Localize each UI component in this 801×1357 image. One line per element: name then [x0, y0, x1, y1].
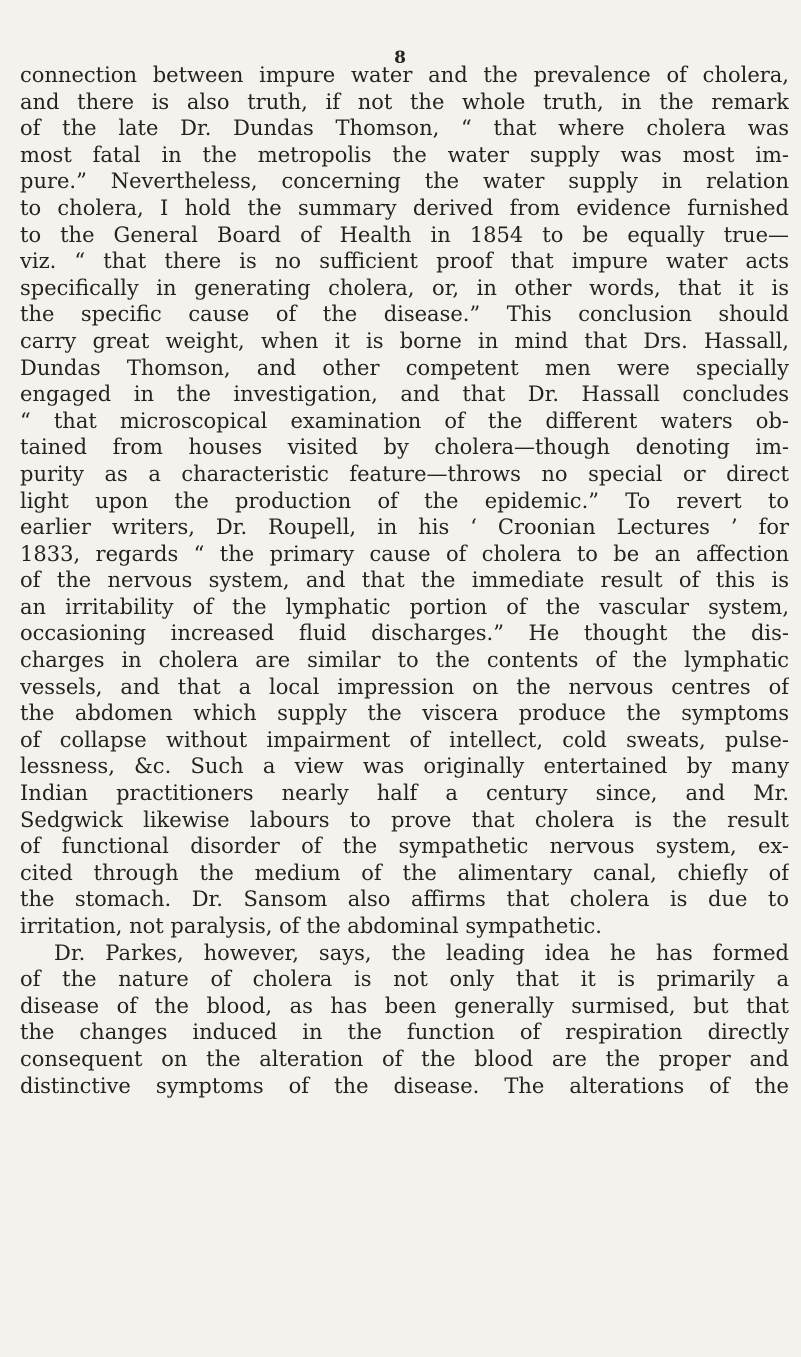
paragraph-1 — [20, 62, 789, 940]
text-line: connection between impure water and the prevalence of cholera, — [20, 63, 789, 87]
text-line: purity as a characteristic feature—throws no special or direct — [20, 461, 789, 486]
text-line: the specific cause of the disease.” This conclusion should — [20, 302, 789, 327]
text-line: irritation, not paralysis, of the abdominal sympathetic. — [20, 914, 602, 938]
text-line: pure.” Nevertheless, concerning the water supply in relation — [20, 169, 789, 194]
text-line: engaged in the investigation, and that Dr. Hassall concludes — [20, 382, 789, 407]
paragraph-2 — [20, 940, 789, 1100]
text-line: most fatal in the metropolis the water supply was most im- — [20, 142, 789, 167]
body-text — [20, 62, 789, 1099]
text-line: and there is also truth, if not the whole truth, in the remark — [20, 89, 789, 114]
text-line: of the nature of cholera is not only that it is primarily a — [20, 967, 789, 992]
text-line: Indian practitioners nearly half a century since, and Mr. — [20, 781, 789, 806]
text-line: consequent on the alteration of the blood are the proper and — [20, 1046, 789, 1071]
text-line: vessels, and that a local impression on the nervous centres of — [20, 674, 789, 699]
text-line: specifically in generating cholera, or, in other words, that it is — [20, 275, 789, 300]
text-line: Dundas Thomson, and other competent men were specially — [20, 355, 789, 380]
text-line: carry great weight, when it is borne in mind that Drs. Hassall, — [20, 328, 789, 353]
text-line: of the nervous system, and that the immediate result of this is — [20, 568, 789, 593]
text-line: light upon the production of the epidemic.” To revert to — [20, 488, 789, 513]
text-line: the changes induced in the function of respiration directly — [20, 1020, 789, 1045]
text-line: distinctive symptoms of the disease. The alterations of the — [20, 1073, 789, 1098]
text-line: to cholera, I hold the summary derived from evidence furnished — [20, 195, 789, 220]
text-line: charges in cholera are similar to the contents of the lymphatic — [20, 648, 789, 673]
text-line: of collapse without impairment of intellect, cold sweats, pulse- — [20, 727, 789, 752]
text-line: occasioning increased fluid discharges.” He thought the dis- — [20, 621, 789, 646]
text-line: cited through the medium of the alimentary canal, chiefly of — [20, 860, 789, 885]
text-line: to the General Board of Health in 1854 to be equally true— — [20, 222, 789, 247]
text-line: of functional disorder of the sympathetic nervous system, ex- — [20, 834, 789, 859]
text-line: viz. “ that there is no sufficient proof that impure water acts — [20, 249, 789, 274]
text-line: Dr. Parkes, however, says, the leading idea he has formed — [54, 940, 789, 965]
text-line: of the late Dr. Dundas Thomson, “ that where cholera was — [20, 116, 789, 141]
text-line: the abdomen which supply the viscera produce the symptoms — [20, 701, 789, 726]
text-line: Sedgwick likewise labours to prove that cholera is the result — [20, 807, 789, 832]
text-line: lessness, &c. Such a view was originally entertained by many — [20, 754, 789, 779]
text-line: 1833, regards “ the primary cause of cholera to be an affection — [20, 541, 789, 566]
text-line: earlier writers, Dr. Roupell, in his ‘ Croonian Lectures ’ for — [20, 515, 789, 540]
text-line: tained from houses visited by cholera—though denoting im- — [20, 435, 789, 460]
page-number: 8 — [394, 48, 407, 68]
text-line: disease of the blood, as has been generally surmised, but that — [20, 993, 789, 1018]
text-line: an irritability of the lymphatic portion of the vascular system, — [20, 594, 789, 619]
text-line: the stomach. Dr. Sansom also affirms that cholera is due to — [20, 887, 789, 912]
text-line: “ that microscopical examination of the different waters ob- — [20, 408, 789, 433]
